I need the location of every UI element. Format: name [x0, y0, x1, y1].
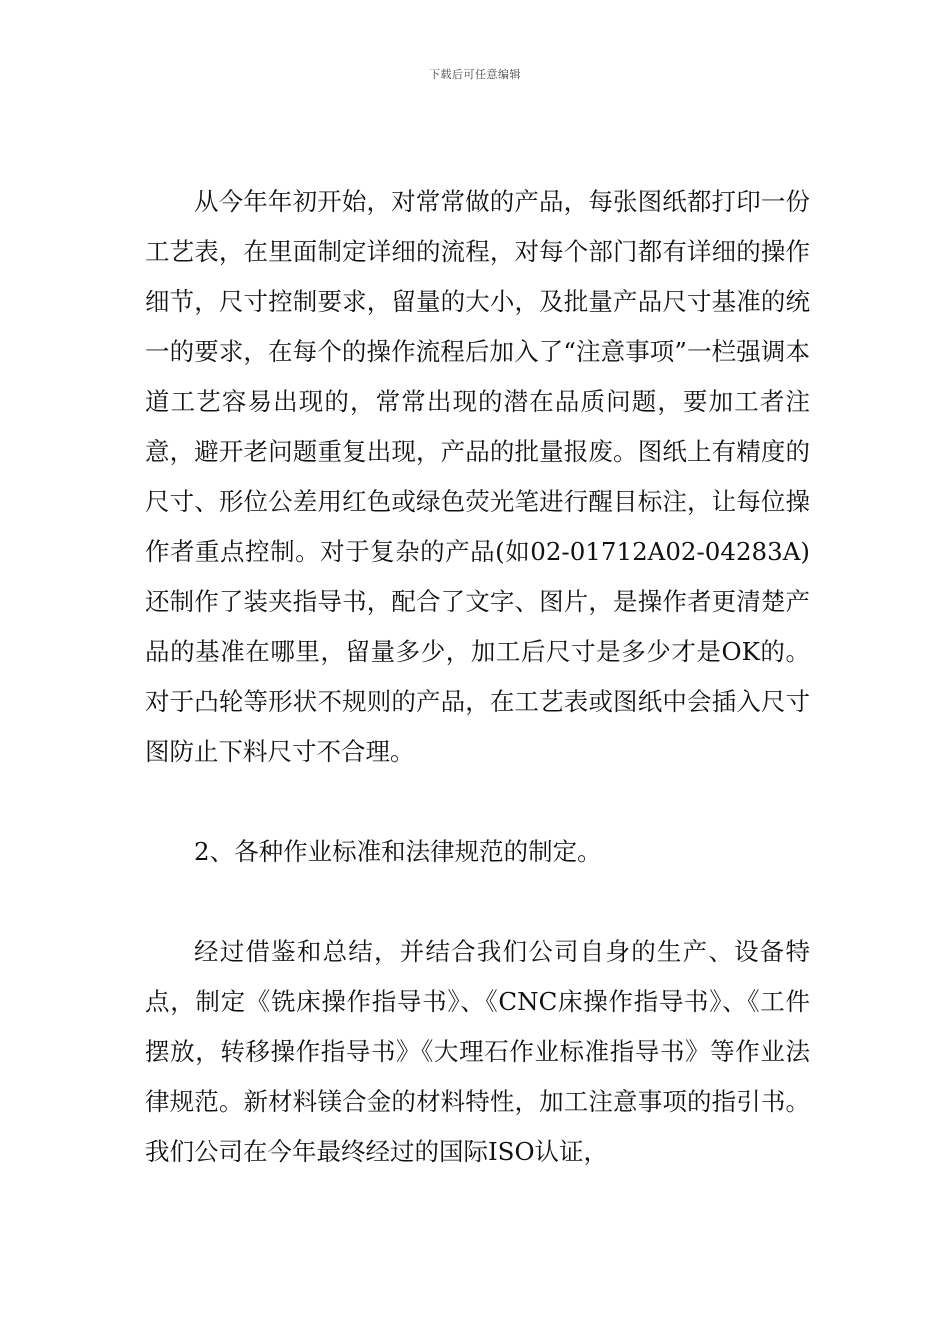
- paragraph-process-sheets: 从今年年初开始，对常常做的产品，每张图纸都打印一份工艺表，在里面制定详细的流程，对每个部门都有详细的操作细节，尺寸控制要求，留量的大小，及批量产品尺寸基准的统一的要求，在每个的操作流程后加入了“注意事项”一栏强调本道工艺容易出现的，常常出现的潜在品质问题，要加工者注意，避开老问题重复出现，产品的批量报废。图纸上有精度的尺寸、形位公差用红色或绿色荧光笔进行醒目标注，让每位操作者重点控制。对于复杂的产品(如02-01712A02-04283A)还制作了装夹指导书，配合了文字、图片，是操作者更清楚产品的基准在哪里，留量多少，加工后尺寸是多少才是OK的。对于凸轮等形状不规则的产品，在工艺表或图纸中会插入尺寸图防止下料尺寸不合理。: [145, 187, 810, 766]
- paragraph-gap: [145, 877, 810, 927]
- paragraph-gap: [145, 777, 810, 827]
- page-header: 下载后可任意编辑: [429, 68, 521, 81]
- paragraph-standards: 经过借鉴和总结，并结合我们公司自身的生产、设备特点，制定《铣床操作指导书》、《CNC床操作指导书》、《工件摆放，转移操作指导书》《大理石作业标准指导书》等作业法律规范。新材料镁合金的材料特性，加工注意事项的指引书。我们公司在今年最终经过的国际ISO认证，: [145, 937, 810, 1166]
- section-heading-standards: 2、各种作业标准和法律规范的制定。: [194, 837, 602, 866]
- document-body: [145, 177, 810, 1177]
